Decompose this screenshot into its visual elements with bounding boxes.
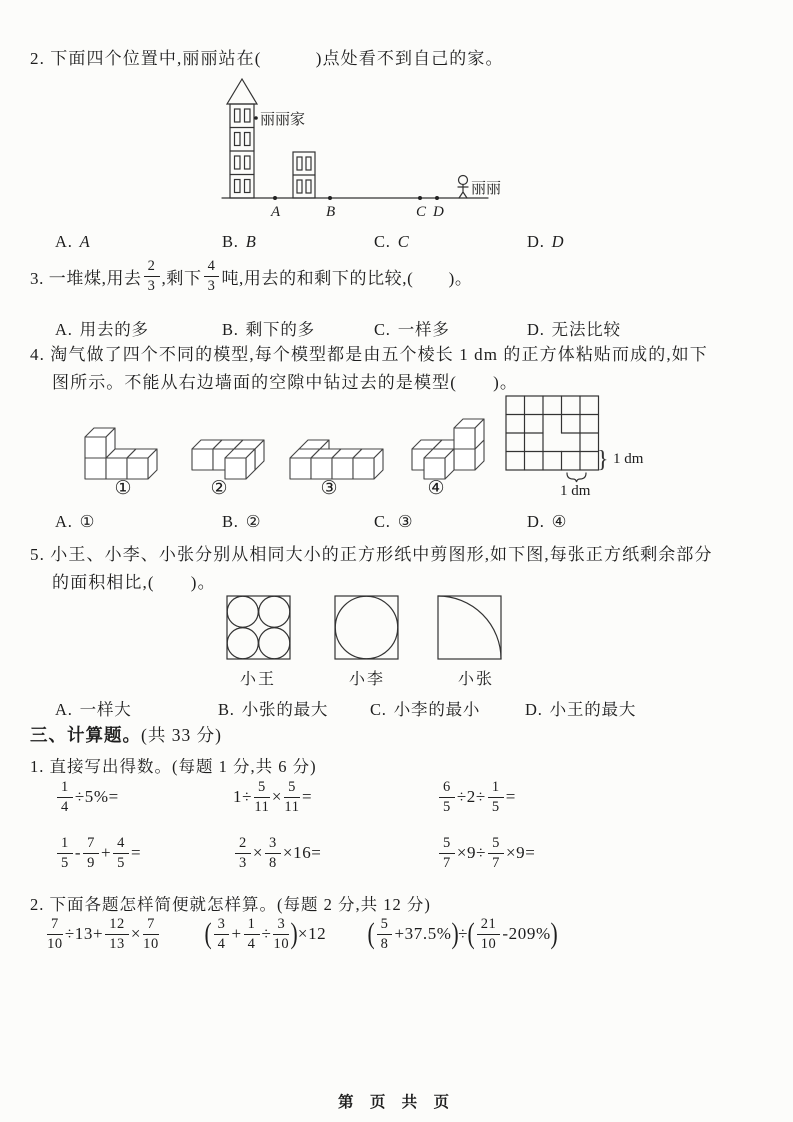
- point-label-c: C: [416, 204, 427, 220]
- brace-bottom: [567, 473, 586, 482]
- girl-label: 丽丽: [471, 181, 502, 197]
- fraction: $\frac{3}{10}$: [273, 916, 290, 952]
- calc-expression: [55, 779, 119, 815]
- figure-label-zhang: 小张: [457, 671, 494, 688]
- calc-expression: [205, 916, 326, 952]
- section3-title: [30, 722, 222, 747]
- point-label-a: A: [271, 204, 281, 220]
- option-b: [218, 696, 328, 720]
- wall-dim-bottom: 1 dm: [560, 483, 591, 499]
- fraction: $\frac{12}{13}$: [105, 916, 129, 952]
- text-run: 3. 一堆煤,用去: [30, 268, 142, 288]
- fraction: $\frac{2}{3}$: [144, 258, 160, 294]
- fraction: $\frac{3}{4}$: [214, 916, 230, 952]
- square-wang: [227, 596, 290, 659]
- section3-title-score: (共 33 分): [141, 725, 222, 745]
- option-b: [222, 512, 261, 532]
- big-paren: (: [467, 917, 476, 951]
- q5-text-line1: 5. 小王、小李、小张分别从相同大小的正方形纸中剪图形,如下图,每张正方纸剩余部分: [30, 545, 713, 564]
- option-d: [525, 696, 636, 720]
- q4-text-line2: 图所示。不能从右边墙面的空隙中钻过去的是模型( )。: [52, 373, 519, 392]
- q4-cube-models-diagram: [70, 396, 500, 490]
- fraction: $\frac{5}{8}$: [377, 916, 393, 952]
- section3-sub1: 1. 直接写出得数。(每题 1 分,共 6 分): [30, 757, 317, 776]
- point-d-dot: [435, 196, 439, 200]
- fraction: $\frac{1}{4}$: [57, 779, 73, 815]
- home-dot: [254, 116, 258, 120]
- option-b: [222, 232, 257, 252]
- calc-expression: [437, 835, 535, 871]
- fraction: $\frac{1}{5}$: [488, 779, 504, 815]
- model-3-label: ③: [320, 478, 338, 499]
- text-run: +: [231, 924, 242, 944]
- option-key: D.: [527, 512, 545, 531]
- point-a-dot: [273, 196, 277, 200]
- big-paren: ): [451, 917, 459, 951]
- figure-label-wang: 小王: [239, 671, 276, 688]
- text-run: ÷5%=: [74, 787, 119, 807]
- option-value: C: [397, 232, 410, 251]
- option-d: [527, 512, 567, 532]
- option-value: 小王的最大: [549, 700, 637, 719]
- text-run: -209%: [502, 924, 551, 944]
- text-run: ×: [130, 924, 142, 944]
- calc-expression: [55, 835, 141, 871]
- option-value: 无法比较: [551, 320, 621, 339]
- q5-squares-diagram: [225, 594, 515, 664]
- option-key: C.: [374, 512, 391, 531]
- option-key: A.: [55, 512, 73, 531]
- option-a: [55, 316, 149, 340]
- fraction: $\frac{1}{5}$: [57, 835, 73, 871]
- girl-figure-head: [459, 176, 468, 185]
- text-run: ÷: [261, 924, 272, 944]
- quarter-circle-arc: [438, 596, 501, 659]
- q5-text-line2: 的面积相比,( )。: [52, 573, 216, 592]
- section3-title-main: 三、计算题。: [30, 725, 141, 745]
- option-c: [374, 232, 410, 252]
- girl-figure-body: [458, 185, 468, 199]
- calc-expression: [233, 779, 312, 815]
- calc-expression: [437, 779, 516, 815]
- text-run: ,剩下: [161, 268, 202, 288]
- option-key: B.: [222, 232, 239, 251]
- option-a: [55, 232, 91, 252]
- q2-text: 2. 下面四个位置中,丽丽站在( )点处看不到自己的家。: [30, 49, 504, 68]
- section3-sub2: 2. 下面各题怎样简便就怎样算。(每题 2 分,共 12 分): [30, 895, 431, 914]
- big-paren: (: [204, 917, 213, 951]
- text-run: ×: [252, 843, 264, 863]
- fraction: $\frac{2}{3}$: [235, 835, 251, 871]
- fraction: $\frac{21}{10}$: [477, 916, 501, 952]
- wall-grid: [506, 396, 599, 470]
- fraction: $\frac{5}{11}$: [254, 779, 270, 815]
- option-key: C.: [374, 232, 391, 251]
- option-key: B.: [222, 320, 239, 339]
- figure-label-li: 小李: [348, 671, 385, 688]
- option-c: [374, 512, 413, 532]
- text-run: ×12: [297, 924, 327, 944]
- text-run: =: [301, 787, 313, 807]
- q2-scene-diagram: [218, 76, 508, 224]
- text-run: ÷2÷: [456, 787, 486, 807]
- model-4-label: ④: [427, 478, 445, 499]
- option-key: D.: [527, 320, 545, 339]
- text-run: =: [505, 787, 516, 807]
- option-d: [527, 232, 564, 252]
- square-zhang: [438, 596, 501, 659]
- big-paren: ): [550, 917, 558, 951]
- fraction: $\frac{3}{8}$: [265, 835, 281, 871]
- option-key: A.: [55, 320, 73, 339]
- model-1-label: ①: [114, 478, 132, 499]
- cube-models: [85, 419, 484, 479]
- option-key: A.: [55, 700, 73, 719]
- fraction: $\frac{7}{10}$: [47, 916, 63, 952]
- option-value: 一样多: [397, 320, 450, 339]
- q4-options: [0, 512, 793, 538]
- option-value: 小李的最小: [393, 700, 481, 719]
- option-value: ②: [245, 512, 262, 531]
- fraction: $\frac{6}{5}$: [439, 779, 455, 815]
- option-c: [370, 696, 480, 720]
- fraction: $\frac{5}{7}$: [488, 835, 504, 871]
- option-value: D: [551, 232, 565, 251]
- page-footer: 第 页 共 页: [338, 1094, 455, 1111]
- point-label-b: B: [326, 204, 336, 220]
- option-key: C.: [370, 700, 387, 719]
- fraction: $\frac{5}{11}$: [284, 779, 300, 815]
- option-key: D.: [525, 700, 543, 719]
- point-c-dot: [418, 196, 422, 200]
- option-a: [55, 512, 95, 532]
- q4-wall-diagram: [502, 392, 687, 500]
- option-value: ③: [397, 512, 414, 531]
- home-label: 丽丽家: [260, 112, 306, 128]
- calc-expression: [233, 835, 321, 871]
- text-run: -: [74, 843, 82, 863]
- option-value: A: [79, 232, 91, 251]
- option-c: [374, 316, 450, 340]
- q3-text: [30, 258, 472, 294]
- fraction: $\frac{7}{9}$: [83, 835, 99, 871]
- text-run: ×9÷: [456, 843, 487, 863]
- point-b-dot: [328, 196, 332, 200]
- point-label-d: D: [433, 204, 444, 220]
- fraction: $\frac{4}{5}$: [113, 835, 129, 871]
- text-run: 吨,用去的和剩下的比较,( )。: [221, 268, 473, 288]
- option-key: B.: [222, 512, 239, 531]
- big-paren: ): [290, 917, 299, 951]
- q5-options: [0, 696, 793, 722]
- calc-expression: [368, 916, 557, 952]
- text-run: ÷13+: [64, 924, 104, 944]
- option-value: 用去的多: [79, 320, 149, 339]
- fraction: $\frac{5}{7}$: [439, 835, 455, 871]
- option-key: A.: [55, 232, 73, 251]
- option-value: ④: [551, 512, 568, 531]
- option-value: 一样大: [79, 700, 132, 719]
- text-run: 1÷: [233, 787, 253, 807]
- text-run: ×9=: [505, 843, 536, 863]
- text-run: ×16=: [282, 843, 322, 863]
- option-value: 小张的最大: [241, 700, 329, 719]
- option-a: [55, 696, 132, 720]
- option-b: [222, 316, 315, 340]
- option-d: [527, 316, 621, 340]
- option-value: 剩下的多: [245, 320, 315, 339]
- option-value: ①: [79, 512, 96, 531]
- roof-triangle: [227, 79, 257, 104]
- text-run: ×: [271, 787, 283, 807]
- fraction: $\frac{4}{3}$: [204, 258, 220, 294]
- q2-options: [0, 232, 793, 258]
- calc-expression: [45, 916, 161, 952]
- option-key: D.: [527, 232, 545, 251]
- model-2-label: ②: [210, 478, 228, 499]
- text-run: +: [100, 843, 112, 863]
- brace-right: }: [597, 447, 609, 473]
- q4-text-line1: 4. 淘气做了四个不同的模型,每个模型都是由五个棱长 1 dm 的正方体粘贴而成的,如下: [30, 345, 708, 364]
- text-run: =: [131, 843, 142, 863]
- text-run: ÷: [458, 924, 469, 944]
- q3-options: [0, 316, 793, 342]
- option-key: B.: [218, 700, 235, 719]
- big-paren: (: [367, 917, 376, 951]
- option-value: B: [245, 232, 257, 251]
- option-key: C.: [374, 320, 391, 339]
- wall-dim-right: 1 dm: [613, 451, 644, 467]
- fraction: $\frac{1}{4}$: [244, 916, 260, 952]
- fraction: $\frac{7}{10}$: [143, 916, 159, 952]
- text-run: +37.5%: [394, 924, 452, 944]
